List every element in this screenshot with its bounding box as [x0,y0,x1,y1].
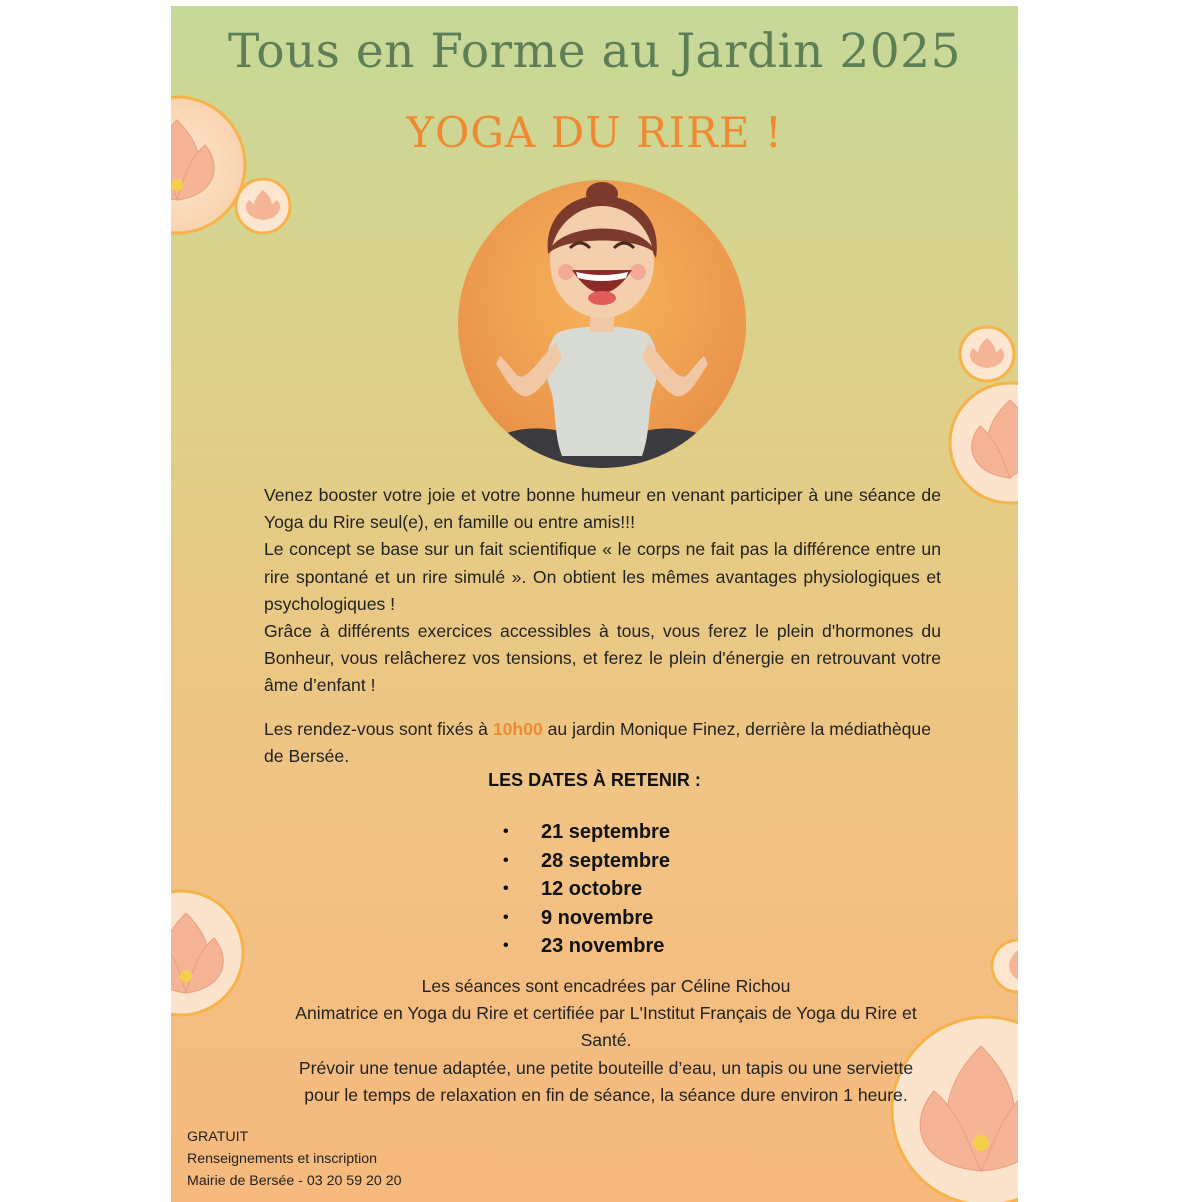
date-text: 23 novembre [541,935,665,957]
date-item [503,932,670,961]
intro-text [264,482,941,700]
date-text: 12 octobre [541,878,643,900]
intro-paragraph-2: Le concept se base sur un fait scientifique « le corps ne fait pas la différence entre un rire spontané et un rire simulé ». On obtient les mêmes avantages physiologiques et psychologiques ! [264,539,941,614]
laughing-yoga-woman-illustration [444,174,760,480]
bullet: • [503,851,509,869]
meeting-info [264,716,941,770]
poster-subtitle: YOGA DU RIRE ! [406,108,783,157]
dates-heading: LES DATES À RETENIR : [488,770,701,790]
animator-line-3: Prévoir une tenue adaptée, une petite bouteille d’eau, un tapis ou une serviette pour le temps de relaxation en fin de séance, la séance dure environ 1 heure. [298,1057,914,1105]
price-label: GRATUIT [187,1129,249,1145]
date-text: 21 septembre [541,821,670,843]
lotus-bubble-small-top-left [233,176,293,236]
date-item [503,875,670,904]
animator-line-1: Les séances sont encadrées par Céline Richou [421,976,791,996]
lotus-bubble-small-right [957,324,1017,384]
bullet: • [503,880,509,897]
lotus-bubble-small-bottom-right [988,936,1018,996]
date-item [503,904,670,933]
lotus-bubble-bottom-left [171,888,261,1018]
poster-title: Tous en Forme au Jardin 2025 [228,24,961,79]
meeting-info-before: Les rendez-vous sont fixés à [264,719,493,739]
date-text: 9 novembre [541,906,654,929]
date-text: 28 septembre [541,849,670,872]
bullet: • [503,908,509,926]
date-item [503,818,670,847]
contact-label: Mairie de Bersée - 03 20 59 20 20 [187,1173,402,1189]
meeting-time: 10h00 [492,719,543,739]
bullet: • [503,937,509,954]
intro-paragraph-1: Venez booster votre joie et votre bonne humeur en venant participer à une séance de Yoga du Rire seul(e), en famille ou entre amis!!! [264,485,941,533]
animator-info [291,973,921,1109]
poster [171,6,1018,1202]
meeting-info-after: au jardin Monique Finez, derrière la médiathèque de Bersée. [264,719,931,767]
date-item [503,847,670,876]
footer [187,1126,402,1192]
animator-line-2: Animatrice en Yoga du Rire et certifiée par L'Institut Français de Yoga du Rire et Santé. [295,1003,917,1051]
info-label: Renseignements et inscription [187,1151,378,1167]
dates-list [503,818,670,961]
bullet: • [503,823,509,840]
intro-paragraph-3: Grâce à différents exercices accessibles à tous, vous ferez le plein d'hormones du Bonheur, vous relâcherez vos tensions, et ferez le plein d'énergie en retrouvant votre âme d’enfant ! [264,621,941,696]
lotus-bubble-large-right [944,378,1018,508]
